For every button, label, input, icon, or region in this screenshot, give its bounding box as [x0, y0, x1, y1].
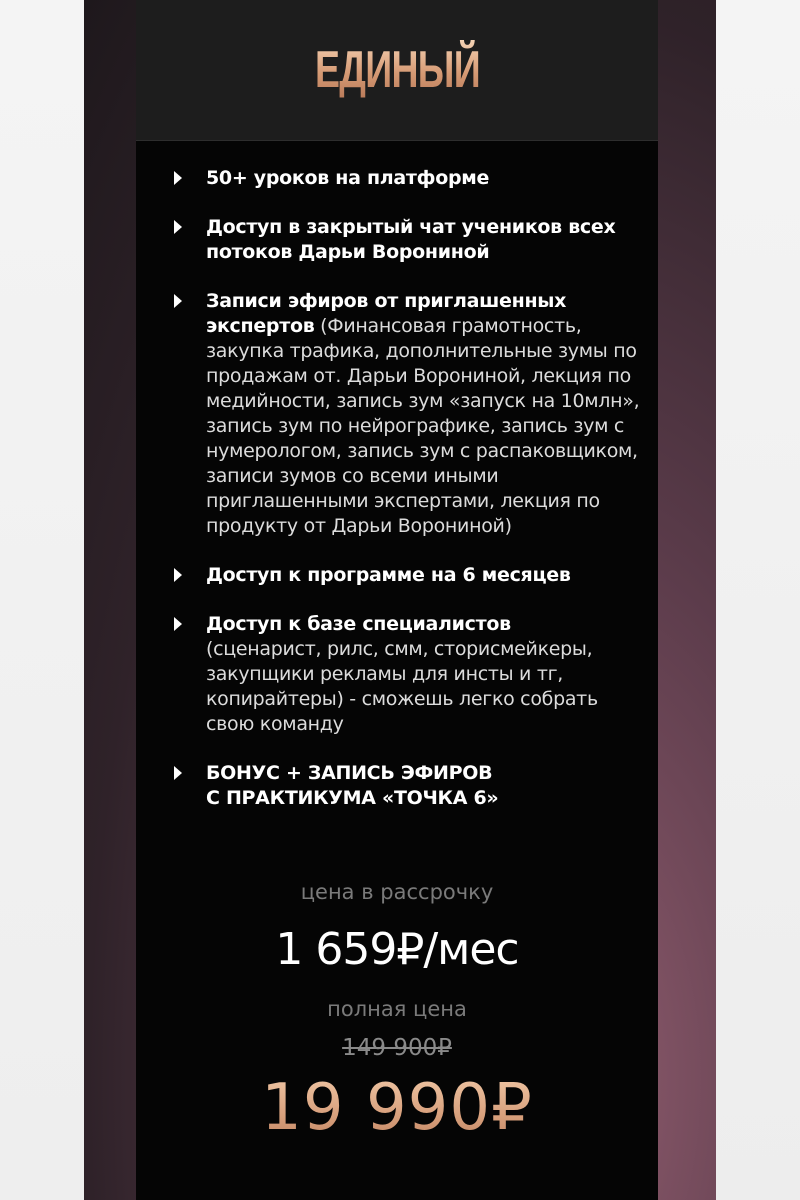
new-price: 19 990₽	[136, 1071, 658, 1145]
feature-item	[172, 166, 642, 191]
feature-item	[172, 761, 642, 811]
triangle-bullet-icon	[174, 617, 182, 631]
triangle-bullet-icon	[174, 171, 182, 185]
feature-bold-text: Доступ к программе на 6 месяцев	[206, 564, 571, 586]
price-block	[136, 880, 658, 1145]
card-header	[136, 0, 658, 141]
tariff-title: ЕДИНЫЙ	[314, 41, 480, 99]
triangle-bullet-icon	[174, 294, 182, 308]
right-margin	[716, 0, 800, 1200]
feature-item	[172, 612, 642, 737]
feature-list	[172, 166, 642, 811]
feature-bold-text: Доступ в закрытый чат учеников всех потоков Дарьи Ворониной	[206, 216, 616, 263]
feature-item	[172, 563, 642, 588]
installment-price: 1 659₽/мес	[275, 924, 519, 975]
feature-item	[172, 215, 642, 265]
feature-bold-text: БОНУС + ЗАПИСЬ ЭФИРОВ С ПРАКТИКУМА «ТОЧКА 6»	[206, 762, 499, 809]
feature-bold-text: 50+ уроков на платформе	[206, 167, 490, 189]
old-price: 149 900₽	[342, 1035, 452, 1061]
triangle-bullet-icon	[174, 766, 182, 780]
feature-bold-text: Доступ к базе специалистов	[206, 613, 511, 635]
full-price-label: полная цена	[327, 997, 467, 1021]
tariff-card	[136, 0, 658, 1200]
left-margin	[0, 0, 84, 1200]
feature-detail-text: (Финансовая грамотность, закупка трафика, дополнительные зумы по продажам от. Дарьи Ворониной, лекция по медийности, запись зум «запуск на 10млн», запись зум по нейрографике, запись зум с нумерологом, запись зум с распаковщиком, записи зумов со всеми иными приглашенными экспертами, лекция по продукту от Дарьи Ворониной)	[206, 315, 640, 537]
feature-detail-text: (сценарист, рилс, смм, сторисмейкеры, закупщики рекламы для инсты и тг, копирайтеры) - сможешь легко собрать свою команду	[206, 638, 598, 735]
triangle-bullet-icon	[174, 568, 182, 582]
feature-item	[172, 289, 642, 539]
feature-bold-text: Записи эфиров от приглашенных экспертов	[206, 290, 567, 337]
triangle-bullet-icon	[174, 220, 182, 234]
installment-label: цена в рассрочку	[300, 880, 494, 904]
